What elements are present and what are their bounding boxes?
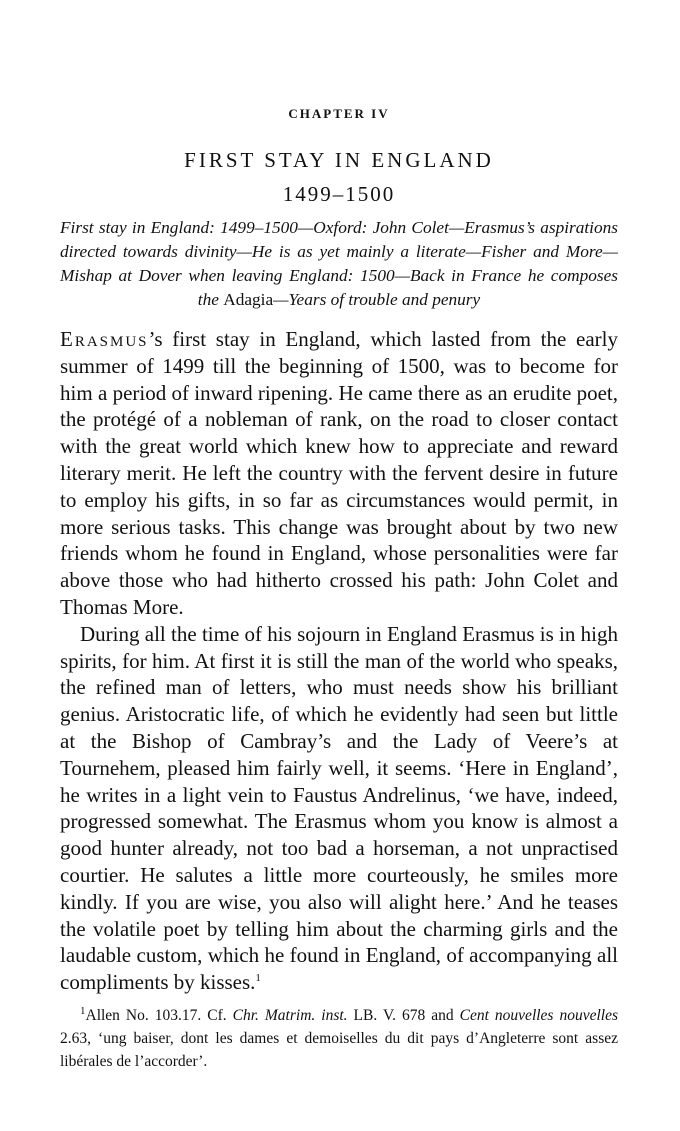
summary-text-2: —Years of trouble and penury xyxy=(273,290,481,309)
chapter-title: FIRST STAY IN ENGLAND xyxy=(184,148,494,172)
footnote xyxy=(60,1004,618,1073)
chapter-years: 1499–1500 xyxy=(282,182,396,206)
footnote-text-2: LB. V. 678 and xyxy=(353,1007,454,1024)
footnote-text-1: Allen No. 103.17. Cf. xyxy=(85,1007,227,1024)
summary-adagia: Adagia xyxy=(223,290,274,309)
body-text xyxy=(60,326,618,996)
paragraph-2-text: During all the time of his sojourn in England Erasmus is in high spirits, for him. At first it is still the man of the world who speaks, the refined man of letters, who must needs show his brilliant genius. Aristocratic life, of which he evidently had seen but little at the Bishop of Cambray’s and the Lady of Veere’s at Tournehem, pleased him fairly well, it seems. ‘Here in England’, he writes in a light vein to Faustus Andrelinus, ‘we have, indeed, progressed somewhat. The Erasmus whom you know is almost a good hunter already, not too bad a horseman, a not unpractised courtier. He salutes a little more courteously, he smiles more kindly. If you are wise, you also will alight here.’ And he teases the volatile poet by telling him about the charming girls and the laudable custom, which he found in England, of accompanying all compliments by kisses. xyxy=(60,621,618,995)
footnote-italic-2: Cent nouvelles nouvelles xyxy=(459,1007,618,1024)
footnote-reference: 1 xyxy=(255,972,261,985)
footnote-marker: 1 xyxy=(80,1004,86,1017)
footnote-italic-1: Chr. Matrim. inst. xyxy=(232,1007,348,1024)
paragraph-2 xyxy=(60,621,618,996)
chapter-label: CHAPTER IV xyxy=(288,106,390,121)
opening-word: Erasmus xyxy=(60,327,149,351)
paragraph-1-text: ’s first stay in England, which lasted from the early summer of 1499 till the beginning of 1500, was to become for him a period of inward ripening. He came there as an erudite poet, the protégé of a nobleman of rank, on the road to closer contact with the great world which knew how to appreciate and reward literary merit. He left the country with the fervent desire in future to employ his gifts, in so far as circumstances would permit, in more serious tasks. This change was brought about by two new friends whom he found in England, whose personalities were far above those who had hitherto crossed his path: John Colet and Thomas More. xyxy=(60,327,618,619)
paragraph-1 xyxy=(60,326,618,621)
footnote-1 xyxy=(60,1004,618,1073)
summary-text-1: First stay in England: 1499–1500—Oxford: John Colet—Erasmus’s aspirations directed towards divinity—He is as yet mainly a literate—Fisher and More—Mishap at Dover when leaving England: 1500—Back in France he composes the xyxy=(60,218,618,309)
chapter-summary xyxy=(60,216,618,312)
footnote-text-3: 2.63, ‘ung baiser, dont les dames et demoiselles du dit pays d’Angleterre sont assez libérales de l’accorder’. xyxy=(60,1030,618,1070)
